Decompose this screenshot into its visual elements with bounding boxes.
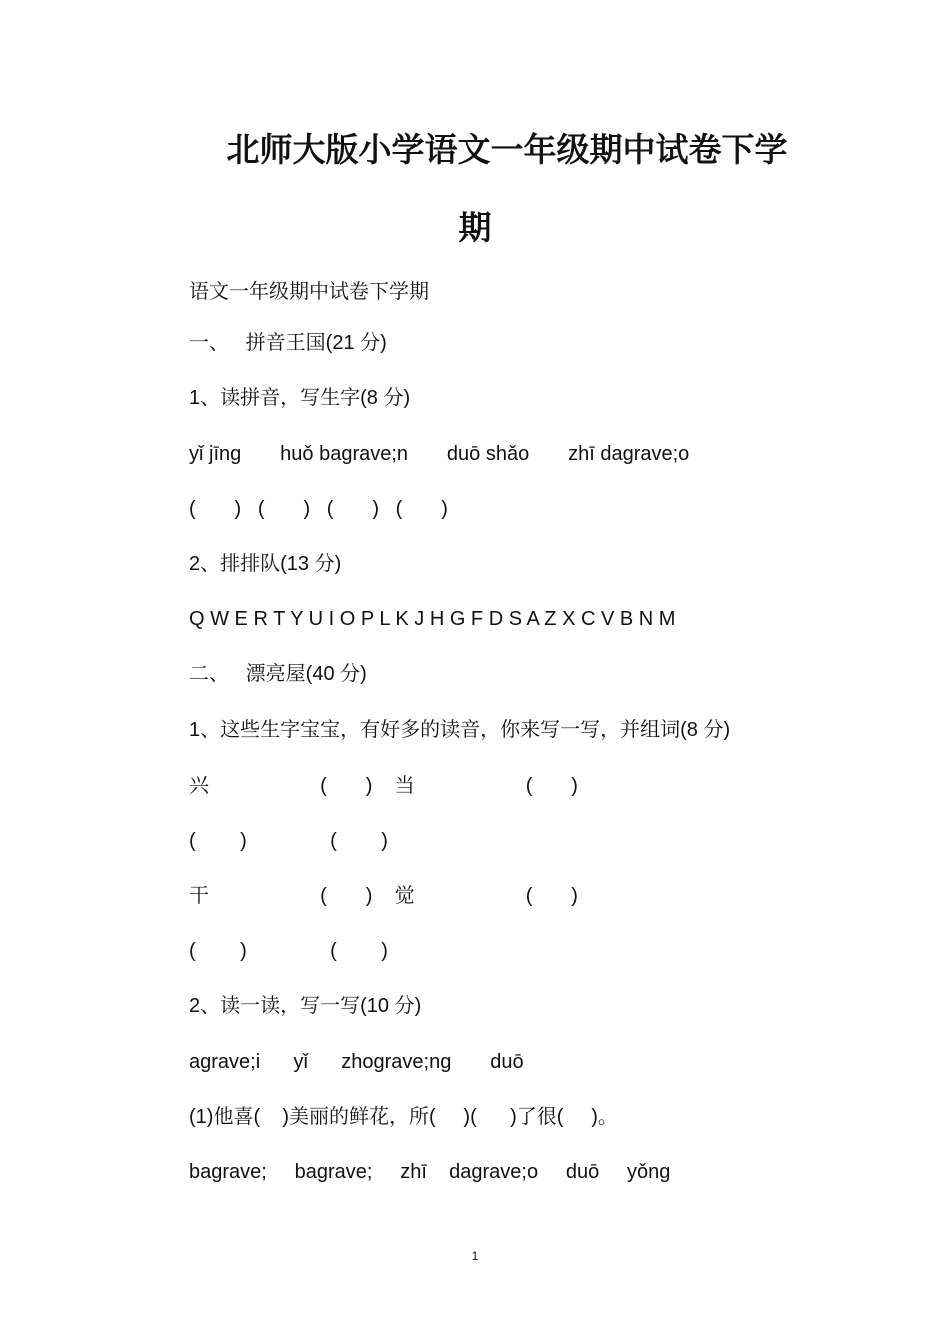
question-line: 2、读一读，写一写(10 分) <box>189 995 422 1017</box>
document-title-line-1: 北师大版小学语文一年级期中试卷下学 <box>226 130 788 169</box>
subtitle-line: 语文一年级期中试卷下学期 <box>189 281 429 303</box>
character-blanks-line: 干 ( ) 觉 ( ) <box>189 885 578 907</box>
page-number: 1 <box>471 1249 479 1263</box>
pinyin-line: yǐ jīng huǒ bagrave;n duō shǎo zhī dagrave;o <box>189 443 690 465</box>
question-line: 1、读拼音，写生字(8 分) <box>189 387 411 409</box>
pinyin-line: agrave;i yǐ zhograve;ng duō <box>189 1051 524 1073</box>
answer-blanks-line: ( ) ( ) <box>189 940 388 962</box>
sentence-blanks-line: (1)他喜( )美丽的鲜花，所( )( )了很( )。 <box>189 1106 618 1128</box>
question-line: 1、这些生字宝宝，有好多的读音，你来写一写，并组词(8 分) <box>189 719 731 741</box>
letters-line: Q W E R T Y U I O P L K J H G F D S A Z X C V B N M <box>189 608 676 630</box>
question-line: 2、排排队(13 分) <box>189 553 342 575</box>
document-title-line-2: 期 <box>458 208 492 247</box>
section-heading-house: 二、 漂亮屋(40 分) <box>189 663 367 685</box>
pinyin-line: bagrave; bagrave; zhī dagrave;o duō yǒng <box>189 1161 671 1183</box>
answer-blanks-line: ( ) ( ) ( ) ( ) <box>189 498 448 520</box>
character-blanks-line: 兴 ( ) 当 ( ) <box>189 775 578 797</box>
section-heading-pinyin: 一、 拼音王国(21 分) <box>189 332 387 354</box>
answer-blanks-line: ( ) ( ) <box>189 830 388 852</box>
